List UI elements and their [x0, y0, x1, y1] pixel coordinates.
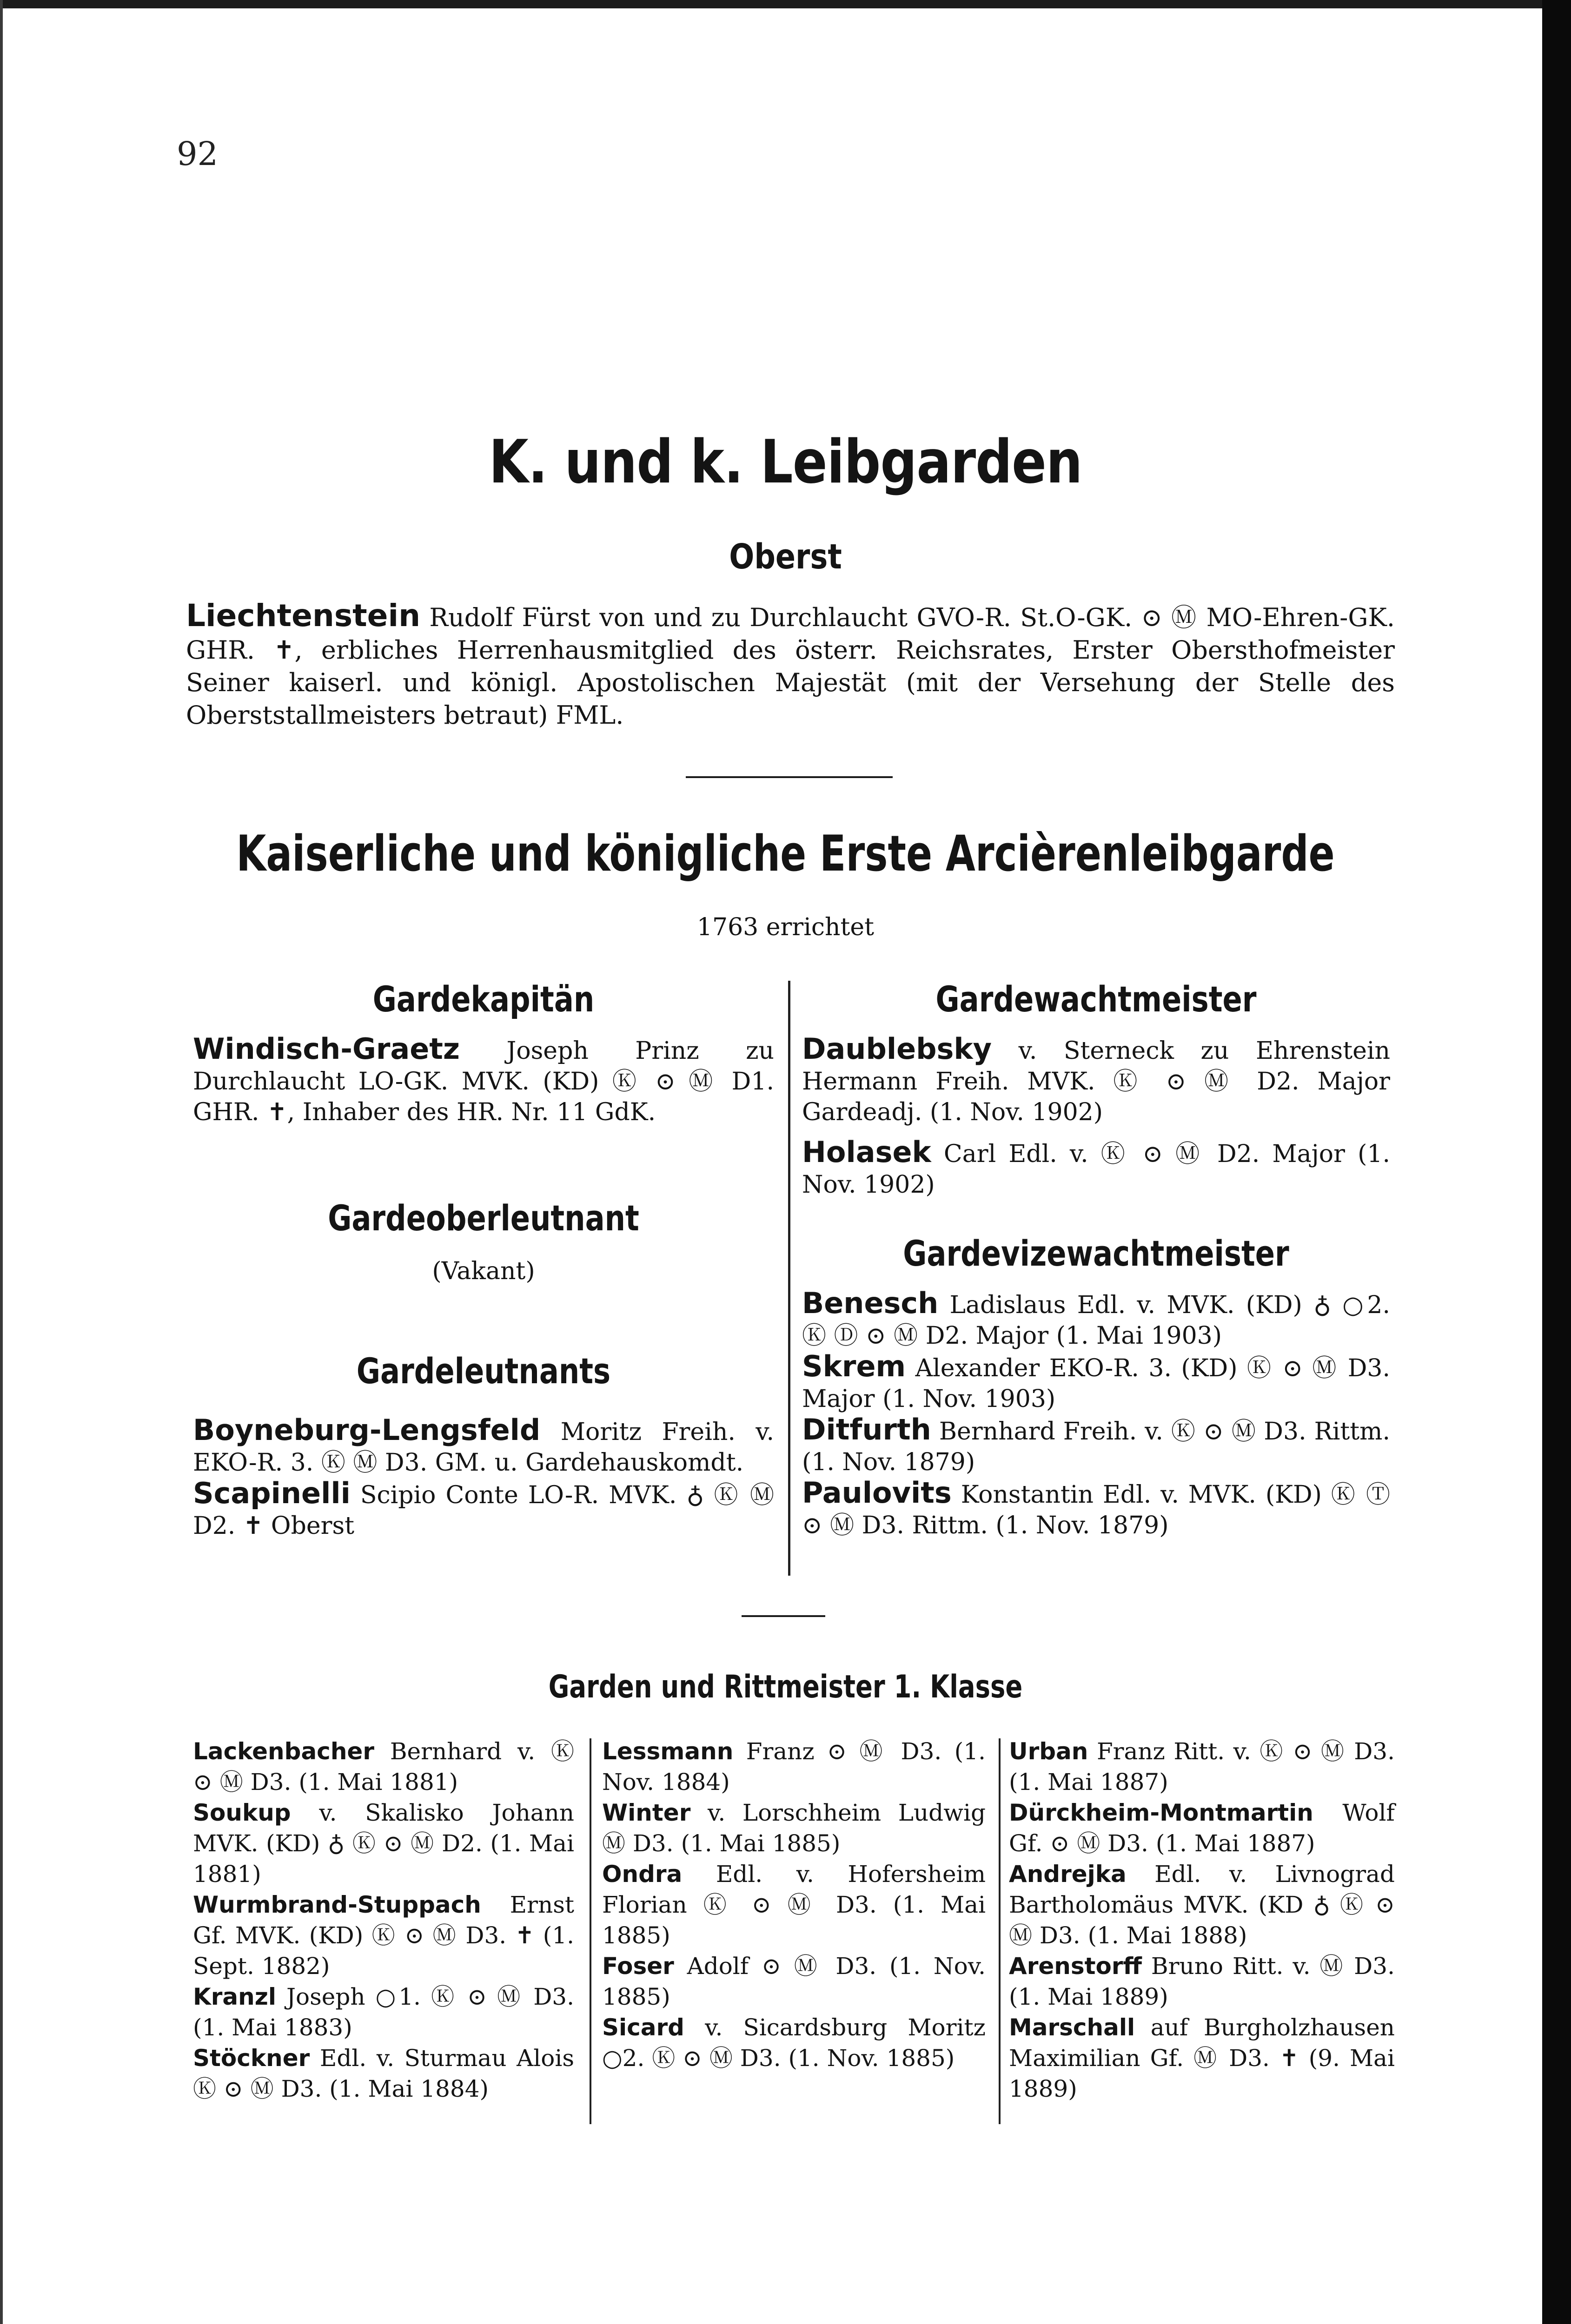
entry-text: Moritz Freih. v. EKO-R. 3. Ⓚ Ⓜ D3. GM. u. Gardehauskomdt. — [193, 1418, 774, 1477]
entry-text: Adolf ⊙ Ⓜ D3. (1. Nov. 1885) — [602, 1953, 986, 2010]
entry-text: v. Lorschheim Ludwig Ⓜ D3. (1. Mai 1885) — [602, 1799, 986, 1857]
list-item — [1009, 1951, 1395, 2012]
entry-text: Konstantin Edl. v. MVK. (KD) Ⓚ Ⓣ ⊙ Ⓜ D3. Rittm. (1. Nov. 1879) — [802, 1481, 1390, 1539]
list-item — [193, 1797, 574, 1889]
section-title: Kaiserliche und königliche Erste Arcièrenleibgarde — [236, 825, 1335, 882]
entry-text: auf Burgholzhausen Maximilian Gf. Ⓜ D3. ✝ (9. Mai 1889) — [1009, 2014, 1395, 2102]
list-item — [193, 1736, 574, 1797]
entry-text: Ernst Gf. MVK. (KD) Ⓚ ⊙ Ⓜ D3. ✝ (1. Sept. 1882) — [193, 1891, 574, 1980]
entry-surname: Dürckheim-Montmartin — [1009, 1799, 1313, 1826]
list-item — [193, 1478, 774, 1541]
list-item — [802, 1137, 1390, 1200]
entry-text: Bernhard v. Ⓚ ⊙ Ⓜ D3. (1. Mai 1881) — [193, 1738, 574, 1796]
entry-surname: Lessmann — [602, 1738, 734, 1765]
list-item — [802, 1478, 1390, 1541]
entry-text: Ladislaus Edl. v. MVK. (KD) ♁ ○2. Ⓚ Ⓓ ⊙ Ⓜ D2. Major (1. Mai 1903) — [802, 1291, 1390, 1350]
entry-text: Franz Ritt. v. Ⓚ ⊙ Ⓜ D3. (1. Mai 1887) — [1009, 1738, 1395, 1796]
entry-surname: Benesch — [802, 1286, 939, 1320]
page-number: 92 — [177, 135, 219, 173]
entry-surname: Soukup — [193, 1799, 291, 1826]
list-item — [802, 1414, 1390, 1478]
entry-surname: Ondra — [602, 1861, 683, 1888]
entry-surname: Wurmbrand-Stuppach — [193, 1891, 481, 1918]
entry-surname: Winter — [602, 1799, 691, 1826]
list-item — [193, 1034, 774, 1128]
oberst-entry — [186, 600, 1395, 732]
entry-surname: Lackenbacher — [193, 1738, 374, 1765]
entry-text: v. Sterneck zu Ehrenstein Hermann Freih. MVK. Ⓚ ⊙ Ⓜ D2. Major Gardeadj. (1. Nov. 1902) — [802, 1037, 1390, 1126]
founded-note: 1763 errichtet — [696, 913, 875, 941]
entry-surname: Paulovits — [802, 1476, 952, 1510]
entry-surname: Sicard — [602, 2014, 684, 2041]
entry-surname: Andrejka — [1009, 1861, 1127, 1888]
list-item — [602, 1736, 986, 1797]
entry-text: v. Skalisko Johann MVK. (KD) ♁ Ⓚ ⊙ Ⓜ D2. (1. Mai 1881) — [193, 1799, 574, 1888]
scan-edge-top — [0, 0, 1571, 8]
list-item — [193, 2043, 574, 2104]
heading-oberst: Oberst — [729, 537, 842, 577]
list-item — [602, 2012, 986, 2073]
entry-text: Joseph ○1. Ⓚ ⊙ Ⓜ D3. (1. Mai 1883) — [193, 1983, 574, 2041]
list-item — [802, 1034, 1390, 1128]
entry-surname: Foser — [602, 1953, 674, 1980]
heading-gardeleutnants: Gardeleutnants — [356, 1350, 611, 1392]
garden-column-2 — [602, 1736, 986, 2073]
entry-surname: Marschall — [1009, 2014, 1135, 2041]
heading-gardeoberleutnant: Gardeoberleutnant — [328, 1197, 639, 1239]
entry-surname: Ditfurth — [802, 1413, 931, 1446]
divider-rule — [686, 776, 893, 778]
list-item — [193, 1981, 574, 2043]
entry-surname: Scapinelli — [193, 1476, 351, 1510]
heading-gardewachtmeister: Gardewachtmeister — [935, 978, 1257, 1020]
column-divider — [788, 981, 790, 1576]
entry-surname: Holasek — [802, 1135, 931, 1169]
scan-edge-right — [1542, 0, 1571, 2324]
list-item — [602, 1797, 986, 1859]
list-item — [1009, 2012, 1395, 2104]
oberst-surname: Liechtenstein — [186, 598, 421, 634]
list-item — [802, 1351, 1390, 1414]
heading-gardekapitaen: Gardekapitän — [372, 978, 595, 1020]
column-divider — [590, 1738, 591, 2124]
list-item — [1009, 1797, 1395, 1859]
list-item — [602, 1859, 986, 1951]
list-item — [1009, 1859, 1395, 1951]
vakant-note: (Vakant) — [432, 1257, 535, 1285]
entry-text: Bruno Ritt. v. Ⓜ D3. (1. Mai 1889) — [1009, 1953, 1395, 2010]
list-item — [1009, 1736, 1395, 1797]
page-title: K. und k. Leibgarden — [489, 428, 1082, 497]
entry-text: v. Sicardsburg Moritz ○2. Ⓚ ⊙ Ⓜ D3. (1. Nov. 1885) — [602, 2014, 986, 2072]
entry-text: Edl. v. Hofersheim Florian Ⓚ ⊙ Ⓜ D3. (1. Mai 1885) — [602, 1861, 986, 1949]
entry-surname: Daublebsky — [802, 1032, 992, 1066]
entry-text: Wolf Gf. ⊙ Ⓜ D3. (1. Mai 1887) — [1009, 1799, 1395, 1857]
list-item — [802, 1288, 1390, 1351]
entry-text: Bernhard Freih. v. Ⓚ ⊙ Ⓜ D3. Rittm. (1. Nov. 1879) — [802, 1418, 1390, 1476]
entry-surname: Urban — [1009, 1738, 1088, 1765]
entry-surname: Windisch-Graetz — [193, 1032, 460, 1066]
garden-column-1 — [193, 1736, 574, 2104]
entry-surname: Skrem — [802, 1349, 906, 1383]
left-column — [193, 978, 774, 1541]
garden-column-3 — [1009, 1736, 1395, 2104]
entry-text: Edl. v. Sturmau Alois Ⓚ ⊙ Ⓜ D3. (1. Mai 1884) — [193, 2045, 574, 2102]
entry-text: Edl. v. Livnograd Bartholomäus MVK. (KD ♁ Ⓚ ⊙ Ⓜ D3. (1. Mai 1888) — [1009, 1861, 1395, 1949]
oberst-text: Rudolf Fürst von und zu Durchlaucht GVO-R. St.O-GK. ⊙ Ⓜ MO-Ehren-GK. GHR. ✝, erbliches Herrenhausmitglied des österr. Reichsrates, Erster Obersthofmeister Seiner kaiserl. und königl. Apostolischen Majestät (mit der Versehung der Stelle des Oberststallmeisters betraut) FML. — [186, 603, 1395, 730]
entry-surname: Stöckner — [193, 2045, 310, 2072]
list-item — [193, 1889, 574, 1981]
right-column — [802, 978, 1390, 1541]
entry-text: Alexander EKO-R. 3. (KD) Ⓚ ⊙ Ⓜ D3. Major (1. Nov. 1903) — [802, 1354, 1391, 1413]
entry-text: Franz ⊙ Ⓜ D3. (1. Nov. 1884) — [602, 1738, 986, 1796]
column-divider — [999, 1738, 1001, 2124]
heading-garden: Garden und Rittmeister 1. Klasse — [548, 1669, 1023, 1705]
entry-surname: Arenstorff — [1009, 1953, 1142, 1980]
list-item — [602, 1951, 986, 2012]
entry-surname: Boyneburg-Lengsfeld — [193, 1413, 541, 1447]
entry-surname: Kranzl — [193, 1983, 276, 2010]
divider-rule-short — [742, 1615, 825, 1617]
entry-text: Carl Edl. v. Ⓚ ⊙ Ⓜ D2. Major (1. Nov. 1902) — [802, 1140, 1391, 1199]
entry-text: Scipio Conte LO-R. MVK. ♁ Ⓚ Ⓜ D2. ✝ Oberst — [193, 1481, 774, 1540]
scan-edge-left — [0, 0, 3, 2324]
entry-text: Joseph Prinz zu Durchlaucht LO-GK. MVK. (KD) Ⓚ ⊙ Ⓜ D1. GHR. ✝, Inhaber des HR. Nr. 11 GdK. — [193, 1037, 774, 1126]
heading-gardevizewachtmeister: Gardevizewachtmeister — [903, 1233, 1289, 1274]
list-item — [193, 1415, 774, 1478]
